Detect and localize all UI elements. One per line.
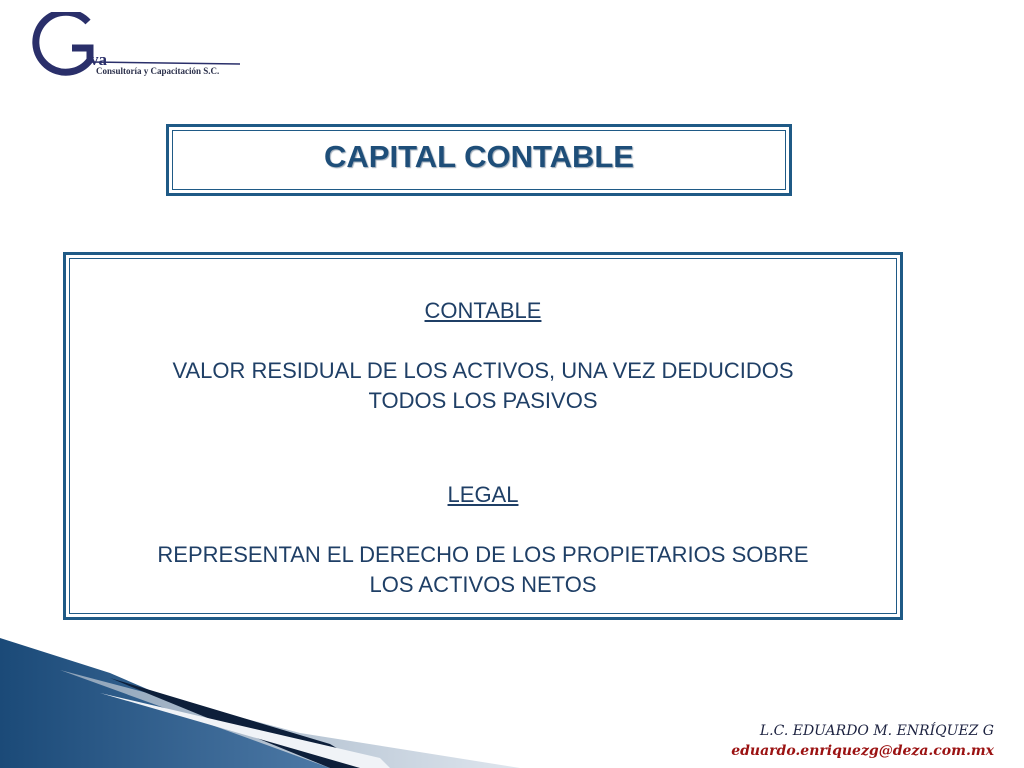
logo-company-name: Consultoría y Capacitación S.C. [96, 66, 220, 76]
author-email[interactable]: eduardo.enriquezg@deza.com.mx [731, 743, 994, 759]
heading-legal: LEGAL [447, 482, 519, 507]
definition-legal-line2: LOS ACTIVOS NETOS [369, 572, 597, 597]
definition-contable-line2: TODOS LOS PASIVOS [368, 388, 598, 413]
definition-contable-line1: VALOR RESIDUAL DE LOS ACTIVOS, UNA VEZ DEDUCIDOS [172, 358, 794, 383]
logo-letters: va [90, 50, 107, 69]
content-box [63, 252, 903, 620]
page-title: CAPITAL CONTABLE [324, 139, 634, 174]
heading-contable: CONTABLE [424, 298, 542, 323]
author-name: L.C. EDUARDO M. ENRÍQUEZ G [759, 723, 994, 739]
title-box [166, 124, 792, 196]
definition-legal-line1: REPRESENTAN EL DERECHO DE LOS PROPIETARIOS SOBRE [157, 542, 809, 567]
